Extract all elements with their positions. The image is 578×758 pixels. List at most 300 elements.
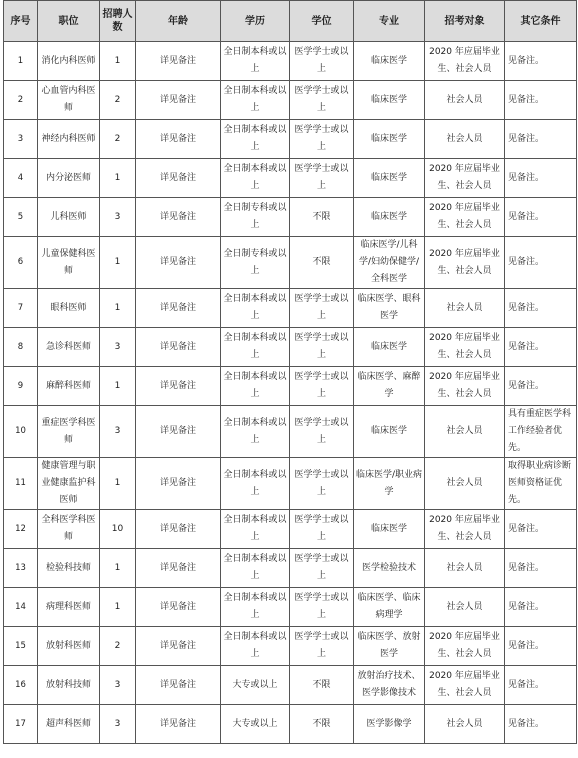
cell-count-text: 1 [114, 601, 121, 612]
cell-age [136, 289, 221, 328]
cell-position [38, 159, 100, 198]
cell-other [505, 367, 577, 406]
cell-age [136, 549, 221, 588]
cell-age-text: 详见备注 [159, 523, 196, 534]
cell-no-text: 12 [15, 523, 26, 534]
cell-degree-text: 医学学士或以上 [294, 294, 349, 321]
cell-other [505, 81, 577, 120]
cell-position-text: 儿科医师 [50, 211, 87, 222]
header-cell-other: 其它条件 [505, 1, 577, 42]
table-row [4, 627, 577, 666]
cell-no-text: 5 [17, 211, 24, 222]
cell-degree [290, 42, 354, 81]
cell-education [221, 705, 290, 744]
cell-count-text: 3 [114, 718, 121, 729]
cell-other [505, 289, 577, 328]
cell-position [38, 120, 100, 159]
cell-major-text: 临床医学 [370, 211, 407, 222]
cell-target [425, 328, 505, 367]
cell-degree [290, 289, 354, 328]
cell-target [425, 458, 505, 510]
cell-major [354, 81, 425, 120]
table-row [4, 367, 577, 406]
cell-no-text: 13 [15, 562, 26, 573]
cell-no [4, 549, 38, 588]
cell-degree-text: 医学学士或以上 [294, 417, 349, 445]
cell-age-text: 详见备注 [159, 640, 196, 651]
cell-other-text: 见备注。 [508, 523, 545, 534]
cell-position [38, 198, 100, 237]
cell-count-text: 2 [114, 94, 121, 105]
cell-no [4, 237, 38, 289]
cell-target [425, 159, 505, 198]
cell-position [38, 705, 100, 744]
cell-position-text: 重症医学科医师 [41, 417, 96, 445]
cell-education [221, 510, 290, 549]
cell-count [100, 198, 136, 237]
cell-count-text: 2 [114, 640, 121, 651]
cell-age [136, 406, 221, 458]
cell-count-text: 1 [114, 562, 121, 573]
table-row [4, 510, 577, 549]
table-row [4, 549, 577, 588]
cell-target-text: 2020 年应届毕业生、社会人员 [429, 203, 500, 230]
cell-age-text: 详见备注 [159, 257, 196, 267]
cell-education [221, 458, 290, 510]
cell-target-text: 社会人员 [446, 601, 483, 612]
cell-degree-text: 不限 [312, 718, 331, 729]
cell-no [4, 367, 38, 406]
cell-no-text: 4 [17, 172, 24, 183]
cell-other-text: 见备注。 [508, 94, 545, 105]
cell-major-text: 临床医学、放射医学 [357, 632, 421, 659]
cell-major [354, 666, 425, 705]
table-row [4, 159, 577, 198]
table-row [4, 120, 577, 159]
cell-no-text: 9 [17, 380, 24, 391]
cell-age-text: 详见备注 [159, 601, 196, 612]
cell-other-text: 见备注。 [508, 211, 545, 222]
cell-other-text: 见备注。 [508, 562, 545, 573]
cell-age [136, 510, 221, 549]
cell-major [354, 42, 425, 81]
cell-no-text: 7 [17, 302, 24, 313]
cell-target [425, 627, 505, 666]
cell-education-text: 全日制本科或以上 [223, 86, 287, 113]
cell-degree-text: 医学学士或以上 [294, 554, 349, 581]
cell-age [136, 42, 221, 81]
cell-age-text: 详见备注 [159, 211, 196, 222]
cell-education [221, 588, 290, 627]
cell-degree [290, 705, 354, 744]
cell-target-text: 社会人员 [446, 478, 483, 488]
cell-target [425, 367, 505, 406]
cell-education [221, 159, 290, 198]
cell-position [38, 367, 100, 406]
cell-education-text: 全日制专科或以上 [223, 203, 287, 230]
cell-no-text: 15 [15, 640, 26, 651]
header-cell-count [100, 1, 136, 42]
cell-other [505, 406, 577, 458]
cell-age-text: 详见备注 [159, 679, 196, 690]
cell-education [221, 42, 290, 81]
cell-no [4, 120, 38, 159]
table-row [4, 81, 577, 120]
cell-education [221, 289, 290, 328]
cell-position [38, 588, 100, 627]
cell-major [354, 458, 425, 510]
cell-other-text: 见备注。 [508, 55, 545, 66]
cell-other [505, 198, 577, 237]
cell-no [4, 42, 38, 81]
cell-target [425, 666, 505, 705]
cell-degree [290, 81, 354, 120]
cell-degree-text: 不限 [312, 257, 331, 267]
header-cell-major: 专业 [354, 1, 425, 42]
cell-other-text: 见备注。 [508, 679, 545, 690]
cell-other-text: 见备注。 [508, 341, 545, 352]
cell-other-text: 见备注。 [508, 172, 545, 183]
cell-age [136, 458, 221, 510]
cell-target-text: 社会人员 [446, 94, 483, 105]
cell-position [38, 510, 100, 549]
cell-age [136, 588, 221, 627]
cell-count-text: 1 [114, 172, 121, 183]
header-cell-target: 招考对象 [425, 1, 505, 42]
cell-degree-text: 医学学士或以上 [294, 47, 349, 74]
cell-other [505, 705, 577, 744]
cell-education-text: 全日制本科或以上 [223, 125, 287, 152]
cell-count [100, 237, 136, 289]
cell-position-text: 神经内科医师 [41, 133, 96, 144]
cell-education [221, 81, 290, 120]
cell-other-text: 见备注。 [508, 133, 545, 144]
cell-target [425, 588, 505, 627]
cell-count [100, 510, 136, 549]
cell-other-text: 见备注。 [508, 718, 545, 729]
cell-degree [290, 198, 354, 237]
header-cell-age: 年龄 [136, 1, 221, 42]
cell-age [136, 367, 221, 406]
cell-other-text: 见备注。 [508, 257, 545, 267]
cell-degree-text: 医学学士或以上 [294, 125, 349, 152]
cell-count [100, 627, 136, 666]
cell-target [425, 237, 505, 289]
cell-degree [290, 367, 354, 406]
cell-target-text: 2020 年应届毕业生、社会人员 [429, 632, 500, 659]
cell-other [505, 458, 577, 510]
cell-no [4, 328, 38, 367]
cell-no [4, 705, 38, 744]
cell-count-text: 1 [114, 478, 121, 488]
cell-major-text: 临床医学、麻醉学 [357, 372, 421, 399]
cell-major [354, 120, 425, 159]
cell-education [221, 627, 290, 666]
cell-target-text: 2020 年应届毕业生、社会人员 [429, 248, 500, 276]
cell-major-text: 临床医学 [370, 94, 407, 105]
cell-degree-text: 医学学士或以上 [294, 333, 349, 360]
cell-degree [290, 120, 354, 159]
cell-other-text: 见备注。 [508, 380, 545, 391]
cell-count [100, 159, 136, 198]
cell-age [136, 120, 221, 159]
cell-count-text: 1 [114, 380, 121, 391]
cell-count [100, 549, 136, 588]
cell-count-text: 2 [114, 133, 121, 144]
cell-major-text: 临床医学 [370, 341, 407, 352]
table-row [4, 666, 577, 705]
cell-education-text: 全日制本科或以上 [223, 47, 287, 74]
cell-degree [290, 627, 354, 666]
cell-age-text: 详见备注 [159, 302, 196, 313]
cell-degree [290, 328, 354, 367]
cell-position [38, 81, 100, 120]
cell-count [100, 705, 136, 744]
cell-target-text: 社会人员 [446, 562, 483, 573]
cell-count-text: 3 [114, 679, 121, 690]
cell-count-text: 3 [114, 426, 121, 436]
cell-no-text: 16 [15, 679, 26, 690]
cell-education [221, 120, 290, 159]
cell-major [354, 289, 425, 328]
table-row [4, 237, 577, 289]
table-row [4, 328, 577, 367]
cell-age [136, 81, 221, 120]
cell-major [354, 510, 425, 549]
cell-no [4, 510, 38, 549]
cell-education-text: 全日制专科或以上 [223, 248, 287, 276]
cell-education-text: 全日制本科或以上 [223, 554, 287, 581]
cell-other-text: 见备注。 [508, 640, 545, 651]
cell-position [38, 406, 100, 458]
cell-other-text: 具有重症医学科工作经验者优先。 [508, 409, 572, 453]
cell-position-text: 病理科医师 [45, 601, 91, 612]
cell-target [425, 510, 505, 549]
cell-degree [290, 510, 354, 549]
cell-education-text: 全日制本科或以上 [223, 593, 287, 620]
cell-degree-text: 医学学士或以上 [294, 372, 349, 399]
cell-other [505, 666, 577, 705]
cell-position-text: 心血管内科医师 [41, 86, 96, 113]
cell-position-text: 急诊科医师 [45, 341, 91, 352]
cell-count-text: 1 [114, 257, 121, 267]
cell-no [4, 159, 38, 198]
cell-age-text: 详见备注 [159, 172, 196, 183]
cell-no-text: 2 [17, 94, 24, 105]
cell-age-text: 详见备注 [159, 133, 196, 144]
cell-target-text: 2020 年应届毕业生、社会人员 [429, 372, 500, 399]
cell-age-text: 详见备注 [159, 341, 196, 352]
cell-major-text: 医学检验技术 [361, 562, 416, 573]
cell-target [425, 549, 505, 588]
table-row [4, 42, 577, 81]
cell-age [136, 328, 221, 367]
cell-major-text: 放射治疗技术、医学影像技术 [357, 671, 421, 698]
cell-no-text: 10 [15, 426, 26, 436]
cell-target-text: 社会人员 [446, 426, 483, 436]
cell-no-text: 17 [15, 718, 26, 729]
cell-target [425, 198, 505, 237]
cell-other-text: 见备注。 [508, 601, 545, 612]
cell-other [505, 42, 577, 81]
cell-position [38, 289, 100, 328]
header-cell-position: 职位 [38, 1, 100, 42]
cell-count-text: 3 [114, 211, 121, 222]
cell-position-text: 消化内科医师 [41, 55, 96, 66]
table-row [4, 289, 577, 328]
cell-major-text: 临床医学/职业病学 [355, 469, 423, 497]
cell-major-text: 临床医学/儿科学/妇幼保健学/全科医学 [358, 240, 420, 284]
cell-no-text: 3 [17, 133, 24, 144]
cell-other [505, 510, 577, 549]
cell-age [136, 627, 221, 666]
cell-no-text: 14 [15, 601, 26, 612]
cell-major-text: 临床医学 [370, 523, 407, 534]
recruitment-table [3, 0, 577, 744]
cell-age-text: 详见备注 [159, 55, 196, 66]
cell-target [425, 120, 505, 159]
cell-position-text: 麻醉科医师 [45, 380, 91, 391]
cell-major [354, 588, 425, 627]
cell-degree-text: 不限 [312, 679, 331, 690]
cell-age-text: 详见备注 [159, 380, 196, 391]
table-row [4, 406, 577, 458]
cell-target-text: 2020 年应届毕业生、社会人员 [429, 47, 500, 74]
cell-count [100, 588, 136, 627]
cell-degree-text: 医学学士或以上 [294, 593, 349, 620]
cell-other [505, 328, 577, 367]
cell-other-text: 取得职业病诊断医师资格证优先。 [508, 461, 572, 505]
cell-no-text: 1 [17, 55, 24, 66]
header-count-label: 招聘人数 [102, 9, 133, 33]
cell-education [221, 328, 290, 367]
cell-major-text: 临床医学、临床病理学 [357, 593, 421, 620]
cell-position-text: 全科医学科医师 [41, 515, 96, 542]
cell-major [354, 237, 425, 289]
cell-position [38, 666, 100, 705]
cell-position [38, 237, 100, 289]
cell-count-text: 1 [114, 55, 121, 66]
cell-education [221, 237, 290, 289]
cell-no [4, 666, 38, 705]
cell-target [425, 406, 505, 458]
cell-age-text: 详见备注 [159, 426, 196, 436]
cell-position [38, 42, 100, 81]
cell-major [354, 406, 425, 458]
cell-degree-text: 医学学士或以上 [294, 469, 349, 497]
cell-major-text: 临床医学 [370, 133, 407, 144]
cell-count [100, 120, 136, 159]
cell-other [505, 588, 577, 627]
cell-target-text: 2020 年应届毕业生、社会人员 [429, 164, 500, 191]
cell-major [354, 627, 425, 666]
cell-degree-text: 医学学士或以上 [294, 515, 349, 542]
cell-major [354, 159, 425, 198]
cell-education [221, 549, 290, 588]
cell-education [221, 367, 290, 406]
cell-position-text: 放射科技师 [45, 679, 91, 690]
table-row [4, 588, 577, 627]
cell-other-text: 见备注。 [508, 302, 545, 313]
cell-target-text: 2020 年应届毕业生、社会人员 [429, 515, 500, 542]
cell-count [100, 81, 136, 120]
cell-count [100, 289, 136, 328]
cell-age [136, 198, 221, 237]
cell-position-text: 眼科医师 [50, 302, 87, 313]
table-row [4, 705, 577, 744]
cell-target-text: 社会人员 [446, 133, 483, 144]
cell-target-text: 2020 年应届毕业生、社会人员 [429, 671, 500, 698]
cell-no [4, 406, 38, 458]
cell-no [4, 81, 38, 120]
cell-position [38, 627, 100, 666]
cell-education-text: 全日制本科或以上 [223, 417, 287, 445]
cell-degree [290, 666, 354, 705]
cell-position [38, 549, 100, 588]
cell-age [136, 237, 221, 289]
cell-age-text: 详见备注 [159, 718, 196, 729]
cell-position [38, 458, 100, 510]
cell-age [136, 705, 221, 744]
cell-major [354, 549, 425, 588]
cell-degree [290, 406, 354, 458]
cell-count-text: 1 [114, 302, 121, 313]
cell-position-text: 超声科医师 [45, 718, 91, 729]
cell-education-text: 全日制本科或以上 [223, 294, 287, 321]
cell-major [354, 198, 425, 237]
cell-target-text: 社会人员 [446, 302, 483, 313]
cell-education-text: 大专或以上 [232, 679, 278, 690]
cell-count [100, 42, 136, 81]
cell-position-text: 儿童保健科医师 [41, 248, 96, 276]
cell-degree-text: 医学学士或以上 [294, 164, 349, 191]
cell-no [4, 588, 38, 627]
cell-degree [290, 458, 354, 510]
cell-no [4, 198, 38, 237]
cell-education [221, 406, 290, 458]
cell-target [425, 42, 505, 81]
cell-age-text: 详见备注 [159, 562, 196, 573]
cell-count [100, 406, 136, 458]
cell-major [354, 705, 425, 744]
cell-position [38, 328, 100, 367]
cell-degree [290, 237, 354, 289]
cell-no-text: 6 [17, 257, 24, 267]
cell-education-text: 大专或以上 [232, 718, 278, 729]
cell-count-text: 3 [114, 341, 121, 352]
cell-education-text: 全日制本科或以上 [223, 515, 287, 542]
cell-other [505, 549, 577, 588]
cell-position-text: 检验科技师 [45, 562, 91, 573]
cell-age [136, 666, 221, 705]
cell-no-text: 11 [15, 478, 26, 488]
cell-education [221, 666, 290, 705]
cell-no [4, 627, 38, 666]
cell-major-text: 临床医学 [370, 172, 407, 183]
cell-age-text: 详见备注 [159, 94, 196, 105]
cell-degree [290, 588, 354, 627]
cell-major-text: 临床医学 [370, 55, 407, 66]
cell-major-text: 临床医学、眼科医学 [357, 294, 421, 321]
cell-education [221, 198, 290, 237]
cell-degree-text: 医学学士或以上 [294, 632, 349, 659]
cell-other [505, 120, 577, 159]
cell-major-text: 医学影像学 [366, 718, 412, 729]
cell-age [136, 159, 221, 198]
cell-count [100, 328, 136, 367]
cell-other [505, 237, 577, 289]
header-cell-education: 学历 [221, 1, 290, 42]
